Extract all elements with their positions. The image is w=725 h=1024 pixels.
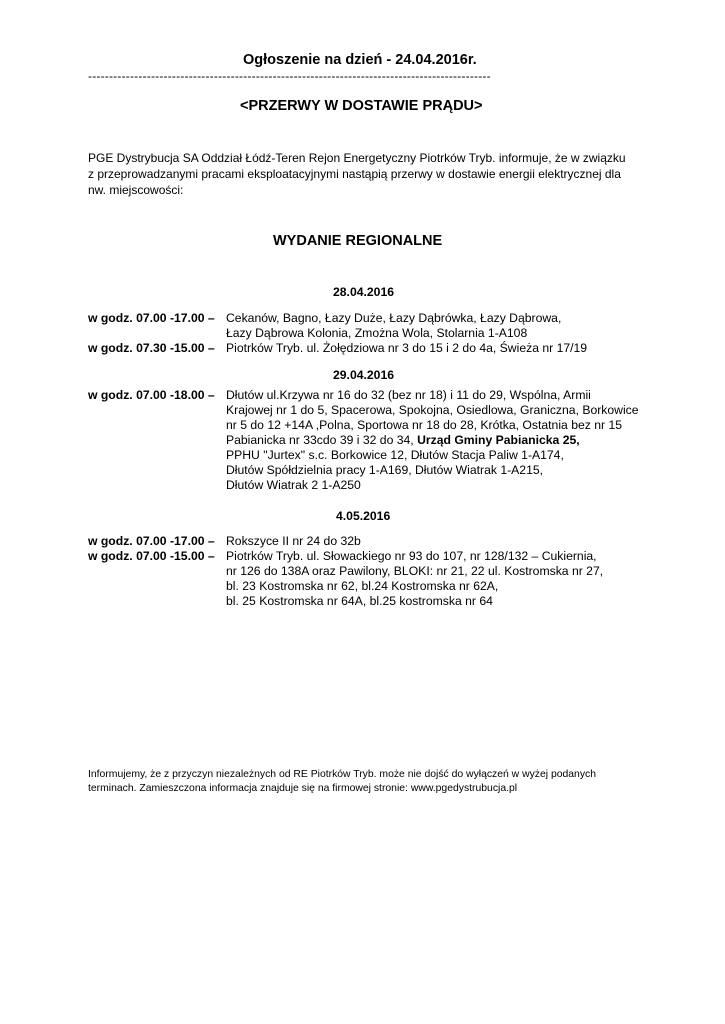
outage-entry	[88, 311, 561, 327]
edition-heading: WYDANIE REGIONALNE	[273, 233, 443, 249]
date-heading: 4.05.2016	[336, 509, 391, 523]
footer-line: Informujemy, że z przyczyn niezależnych od RE Piotrków Tryb. może nie dojść do wyłączeń w wyżej podanych	[88, 769, 597, 780]
locations-continued: Dłutów Spółdzielnia pracy 1-A169, Dłutów Wiatrak 1-A215,	[226, 463, 544, 477]
outage-entry	[88, 388, 591, 404]
outage-entry	[88, 534, 361, 550]
date-heading: 29.04.2016	[333, 368, 394, 382]
locations-continued: nr 5 do 12 +14A ,Polna, Sportowa nr 18 do 28, Krótka, Ostatnia bez nr 15	[226, 418, 623, 432]
locations-continued: bl. 25 Kostromska nr 64A, bl.25 kostromska nr 64	[226, 594, 493, 608]
locations-continued	[226, 433, 580, 449]
municipal-office: Urząd Gminy Pabianicka 25,	[417, 433, 580, 447]
footer-line: terminach. Zamieszczona informacja znajduje się na firmowej stronie: www.pgedystrubucja.pl	[88, 783, 518, 794]
announcement-date: Ogłoszenie na dzień - 24.04.2016r.	[243, 52, 477, 68]
outage-entry	[88, 341, 587, 357]
outage-entry	[88, 549, 597, 565]
time-range: w godz. 07.30 -15.00 –	[88, 341, 215, 355]
locations: Piotrków Tryb. ul. Żołędziowa nr 3 do 15 i 2 do 4a, Świeża nr 17/19	[226, 341, 588, 355]
locations-text: Pabianicka nr 33cdo 39 i 32 do 34,	[226, 433, 418, 447]
locations: Dłutów ul.Krzywa nr 16 do 32 (bez nr 18) i 11 do 29, Wspólna, Armii	[226, 388, 591, 402]
time-range: w godz. 07.00 -18.00 –	[88, 388, 215, 402]
locations-continued: Dłutów Wiatrak 2 1-A250	[226, 478, 361, 492]
locations-continued: Krajowej nr 1 do 5, Spacerowa, Spokojna, Osiedlowa, Graniczna, Borkowice	[226, 403, 639, 417]
dashed-separator: ------------------------------------------------------------------------------------------------	[88, 69, 491, 83]
intro-line: nw. miejscowości:	[88, 183, 184, 197]
locations: Rokszyce II nr 24 do 32b	[226, 534, 361, 548]
outage-heading: <PRZERWY W DOSTAWIE PRĄDU>	[240, 98, 483, 114]
locations: Cekanów, Bagno, Łazy Duże, Łazy Dąbrówka, Łazy Dąbrowa,	[226, 311, 562, 325]
locations-continued: Łazy Dąbrowa Kolonia, Zmożna Wola, Stolarnia 1-A108	[226, 326, 528, 340]
intro-line: z przeprowadzanymi pracami eksploatacyjnymi nastąpią przerwy w dostawie energii elektrycznej dla	[88, 167, 621, 181]
locations-continued: bl. 23 Kostromska nr 62, bl.24 Kostromska nr 62A,	[226, 579, 499, 593]
intro-line: PGE Dystrybucja SA Oddział Łódź-Teren Rejon Energetyczny Piotrków Tryb. informuje, że w związku	[88, 151, 626, 165]
time-range: w godz. 07.00 -17.00 –	[88, 534, 215, 548]
locations-continued: PPHU "Jurtex" s.c. Borkowice 12, Dłutów Stacja Paliw 1-A174,	[226, 448, 564, 462]
time-range: w godz. 07.00 -17.00 –	[88, 311, 215, 325]
locations: Piotrków Tryb. ul. Słowackiego nr 93 do 107, nr 128/132 – Cukiernia,	[226, 549, 597, 563]
time-range: w godz. 07.00 -15.00 –	[88, 549, 215, 563]
date-heading: 28.04.2016	[333, 285, 394, 299]
locations-continued: nr 126 do 138A oraz Pawilony, BLOKI: nr 21, 22 ul. Kostromska nr 27,	[226, 564, 604, 578]
